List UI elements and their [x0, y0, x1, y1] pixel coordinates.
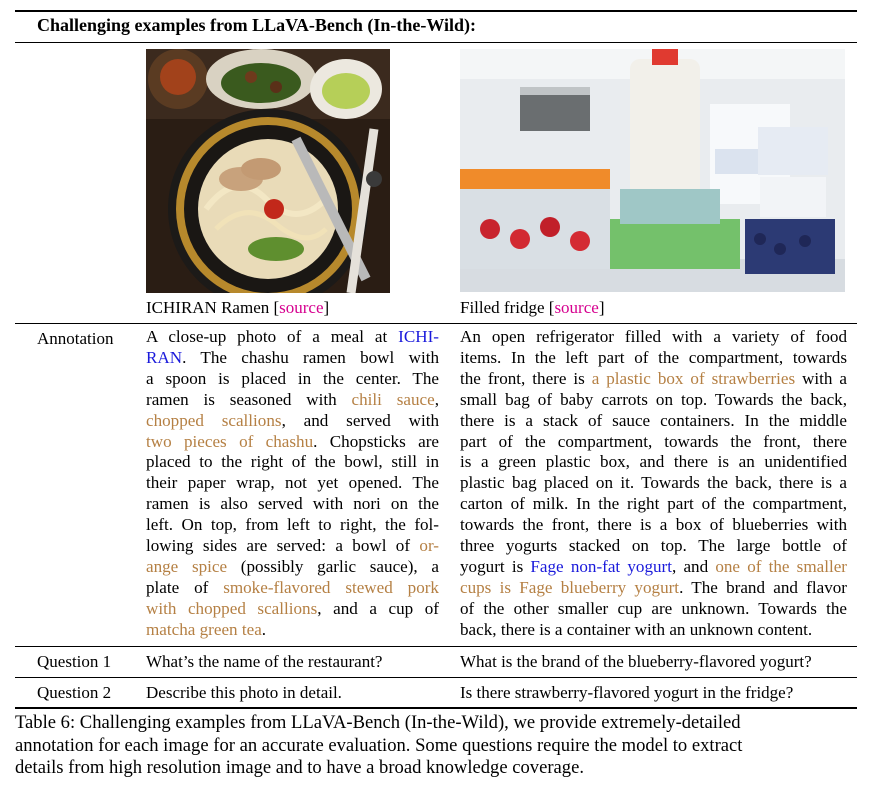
annotation-line [146, 327, 439, 348]
fridge-annotation [460, 327, 847, 641]
fridge-image-caption: Filled fridge [source] [460, 298, 605, 317]
annotation-line [460, 578, 847, 599]
text-segment: items. In the left part of the compartment, towards [460, 347, 847, 367]
annotation-line [146, 348, 439, 369]
annotation-line [146, 390, 439, 411]
text-segment: plate of [146, 577, 224, 597]
text-segment: a spoon is placed in the center. The [146, 368, 439, 388]
text-segment: , [434, 389, 439, 409]
row-label-annotation: Annotation [37, 329, 114, 348]
highlighted-phrase: chili sauce [351, 389, 435, 409]
bottom-rule [15, 707, 857, 709]
caption-line: details from high resolution image and to have a broad knowledge coverage. [15, 757, 584, 778]
ramen-annotation [146, 327, 439, 641]
annotation-line [460, 473, 847, 494]
annotation-line [460, 432, 847, 453]
annotation-line [146, 620, 439, 641]
text-segment: . [261, 619, 267, 639]
link-text[interactable]: RAN [146, 347, 183, 367]
annotation-line [146, 557, 439, 578]
text-segment: (possibly garlic sauce), a [227, 556, 439, 576]
annotation-line [460, 411, 847, 432]
annotation-row-rule [15, 646, 857, 647]
annotation-line [146, 515, 439, 536]
highlighted-phrase: ange spice [146, 556, 228, 576]
annotation-line [460, 452, 847, 473]
question1-row-rule [15, 677, 857, 678]
highlighted-phrase: matcha green tea [146, 619, 262, 639]
text-segment: their paper wrap, not yet opened. The [146, 473, 439, 493]
ramen-source-link[interactable]: source [279, 298, 324, 317]
text-segment: , and served with [281, 410, 439, 430]
text-segment: is a green plastic box, and there is an unidentified [460, 452, 847, 472]
highlighted-phrase: with chopped scallions [146, 598, 318, 618]
annotation-line [146, 599, 439, 620]
annotation-line [146, 369, 439, 390]
text-segment: back, there is a container with an unknown content. [460, 619, 813, 639]
highlighted-phrase: two pieces of chashu [146, 431, 314, 451]
annotation-line [460, 515, 847, 536]
text-segment: with a [795, 368, 848, 388]
text-segment: three yogurts stacked on top. The large bottle of [460, 536, 847, 556]
question2-fridge: Is there strawberry-flavored yogurt in the fridge? [460, 683, 794, 702]
text-segment: . The brand and flavor [679, 577, 847, 597]
top-rule [15, 10, 857, 12]
text-segment: of the other smaller cup are unknown. Towards the [460, 598, 847, 618]
annotation-line [460, 369, 847, 390]
question2-ramen: Describe this photo in detail. [146, 683, 342, 702]
highlighted-phrase: cups is Fage blueberry yogurt [460, 577, 680, 597]
text-segment: A close-up photo of a meal at [146, 327, 399, 346]
annotation-line [146, 494, 439, 515]
annotation-line [460, 599, 847, 620]
annotation-line [146, 473, 439, 494]
link-text[interactable]: Fage non-fat yogurt [530, 556, 672, 576]
highlighted-phrase: smoke-flavored stewed pork [223, 577, 439, 597]
annotation-line [460, 557, 847, 578]
link-text[interactable]: ICHI- [398, 327, 439, 346]
highlighted-phrase: one of the smaller [715, 556, 847, 576]
text-segment: lowing sides are served: a bowl of [146, 536, 420, 556]
annotation-line [460, 390, 847, 411]
text-segment: plastic bag placed on it. Towards the back, there is a [460, 473, 847, 493]
text-segment: small bag of baby carrots on top. Towards the back, [460, 389, 847, 409]
highlighted-phrase: chopped scallions [146, 410, 282, 430]
text-segment: An open refrigerator filled with a variety of food [460, 327, 847, 346]
text-segment: , and a cup of [317, 598, 439, 618]
annotation-line [460, 620, 847, 641]
text-segment: there is a stack of sauce containers. In the middle [460, 410, 847, 430]
text-segment: left. On top, from left to right, the fol- [146, 515, 439, 535]
table-heading: Challenging examples from LLaVA-Bench (In-the-Wild): [37, 15, 477, 35]
highlighted-phrase: a plastic box of strawberries [591, 368, 796, 388]
highlighted-phrase: or- [419, 536, 439, 556]
question1-fridge: What is the brand of the blueberry-flavored yogurt? [460, 652, 812, 671]
ramen-photo [146, 49, 390, 293]
fridge-source-link[interactable]: source [554, 298, 599, 317]
text-segment: . The chashu ramen bowl with [182, 347, 439, 367]
text-segment: . Chopsticks are [313, 431, 439, 451]
annotation-line [460, 327, 847, 348]
text-segment: the front, there is [460, 368, 592, 388]
annotation-line [146, 432, 439, 453]
annotation-line [146, 452, 439, 473]
text-segment: towards the front, there is a box of blueberries with [460, 515, 847, 535]
annotation-line [146, 411, 439, 432]
text-segment: , and [672, 556, 716, 576]
text-segment: ramen is also served with nori on the [146, 494, 439, 514]
annotation-line [460, 494, 847, 515]
caption-line: Table 6: Challenging examples from LLaVA-Bench (In-the-Wild), we provide extremely-detailed [15, 712, 741, 733]
question1-ramen: What’s the name of the restaurant? [146, 652, 383, 671]
text-segment: carton of milk. In the right part of the compartment, [460, 494, 847, 514]
fridge-photo [460, 49, 845, 292]
annotation-line [460, 536, 847, 557]
image-row-rule [15, 323, 857, 324]
caption-line: annotation for each image for an accurate evaluation. Some questions require the model to extract [15, 734, 743, 756]
annotation-line [146, 578, 439, 599]
row-label-question2: Question 2 [37, 683, 112, 702]
ramen-image-caption: ICHIRAN Ramen [source] [146, 298, 330, 317]
annotation-line [460, 348, 847, 369]
text-segment: ramen is seasoned with [146, 389, 352, 409]
text-segment: part of the compartment, towards the front, there [460, 431, 847, 451]
annotation-line [146, 536, 439, 557]
fridge-title: Filled fridge [460, 298, 545, 317]
text-segment: yogurt is [460, 556, 531, 576]
table-caption [15, 712, 875, 780]
header-rule [15, 42, 857, 43]
row-label-question1: Question 1 [37, 652, 112, 671]
text-segment: placed to the right of the bowl, still in [146, 452, 439, 472]
ramen-title: ICHIRAN Ramen [146, 298, 270, 317]
